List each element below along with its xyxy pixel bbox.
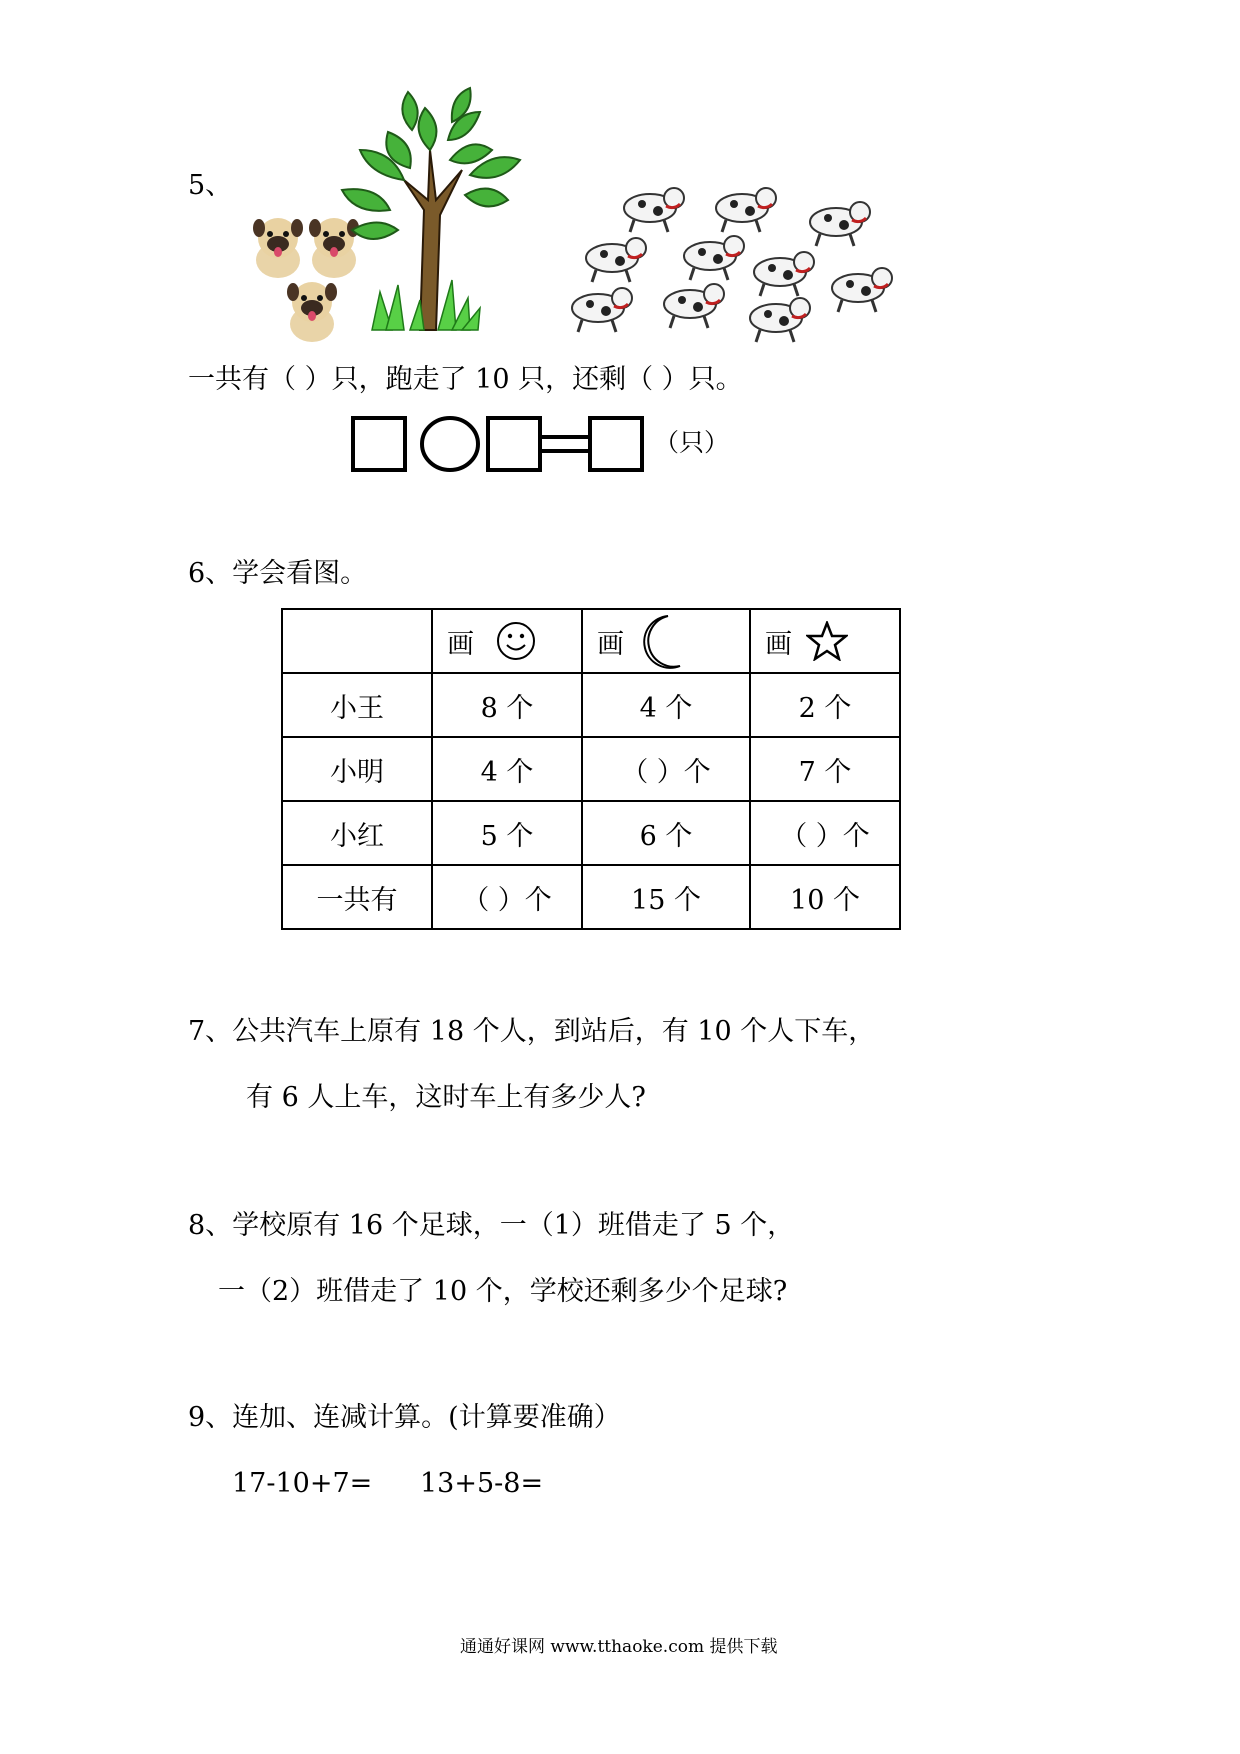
table-cell: 5 个 — [432, 801, 582, 865]
pug-icon — [253, 218, 303, 278]
cow-icon — [624, 188, 684, 232]
row-label: 小王 — [282, 673, 432, 737]
table-cell: 2 个 — [750, 673, 900, 737]
table-cell: 4 个 — [582, 673, 750, 737]
table-cell: 4 个 — [432, 737, 582, 801]
question-9-title: 9、连加、连减计算。(计算要准确） — [188, 1402, 621, 1433]
table-cell: 6 个 — [582, 801, 750, 865]
question-7-line-2: 有 6 人上车，这时车上有多少人? — [246, 1082, 646, 1113]
cow-icon — [716, 188, 776, 232]
pug-icon — [287, 282, 337, 342]
star-icon — [806, 621, 848, 661]
header-label: 画 — [765, 628, 792, 660]
cow-icon — [664, 284, 724, 328]
operator-circle[interactable] — [422, 418, 478, 470]
cow-icon — [754, 252, 814, 296]
data-table — [281, 608, 901, 930]
question-6-title: 6、学会看图。 — [188, 558, 368, 589]
tree-icon — [342, 88, 520, 330]
header-cell-empty — [282, 609, 432, 673]
cow-icon — [572, 288, 632, 332]
cow-icon — [832, 268, 892, 312]
table-cell: 7 个 — [750, 737, 900, 801]
cow-icon — [810, 202, 870, 246]
equation-template — [350, 414, 660, 476]
cow-group — [572, 188, 892, 342]
question-5-illustration — [0, 0, 1240, 360]
unit-label: （只） — [654, 428, 730, 457]
smiley-icon — [496, 621, 536, 661]
header-label: 画 — [447, 628, 474, 660]
table-cell-blank[interactable]: （ ）个 — [750, 801, 900, 865]
question-5-number: 5、 — [188, 170, 233, 201]
expression-2: 13+5-8= — [420, 1468, 544, 1499]
table-cell: 15 个 — [582, 865, 750, 929]
table-cell: 8 个 — [432, 673, 582, 737]
header-cell-star — [750, 609, 900, 673]
row-label: 小明 — [282, 737, 432, 801]
table-row — [282, 673, 900, 737]
answer-box-1[interactable] — [353, 418, 405, 470]
cow-icon — [750, 298, 810, 342]
cow-icon — [586, 238, 646, 282]
table-row — [282, 737, 900, 801]
table-cell-blank[interactable]: （ ）个 — [432, 865, 582, 929]
moon-icon — [636, 612, 682, 670]
cow-icon — [684, 236, 744, 280]
answer-box-result[interactable] — [590, 418, 642, 470]
header-cell-smiley — [432, 609, 582, 673]
question-8-line-2: 一（2）班借走了 10 个，学校还剩多少个足球? — [218, 1276, 788, 1307]
row-label: 一共有 — [282, 865, 432, 929]
expression-1: 17-10+7= — [232, 1468, 373, 1499]
answer-box-2[interactable] — [488, 418, 540, 470]
header-label: 画 — [597, 628, 624, 660]
pug-icon — [309, 218, 359, 278]
table-header-row — [282, 609, 900, 673]
header-cell-moon — [582, 609, 750, 673]
question-7-line-1: 7、公共汽车上原有 18 个人，到站后，有 10 个人下车， — [188, 1016, 876, 1047]
table-cell: 10 个 — [750, 865, 900, 929]
footer-source: 通通好课网 www.tthaoke.com 提供下载 — [460, 1637, 778, 1657]
table-cell-blank[interactable]: （ ）个 — [582, 737, 750, 801]
question-8-line-1: 8、学校原有 16 个足球，一（1）班借走了 5 个， — [188, 1210, 795, 1241]
table-row — [282, 801, 900, 865]
row-label: 小红 — [282, 801, 432, 865]
table-row — [282, 865, 900, 929]
question-5-sentence: 一共有（ ）只，跑走了 10 只，还剩（ ）只。 — [188, 364, 743, 395]
